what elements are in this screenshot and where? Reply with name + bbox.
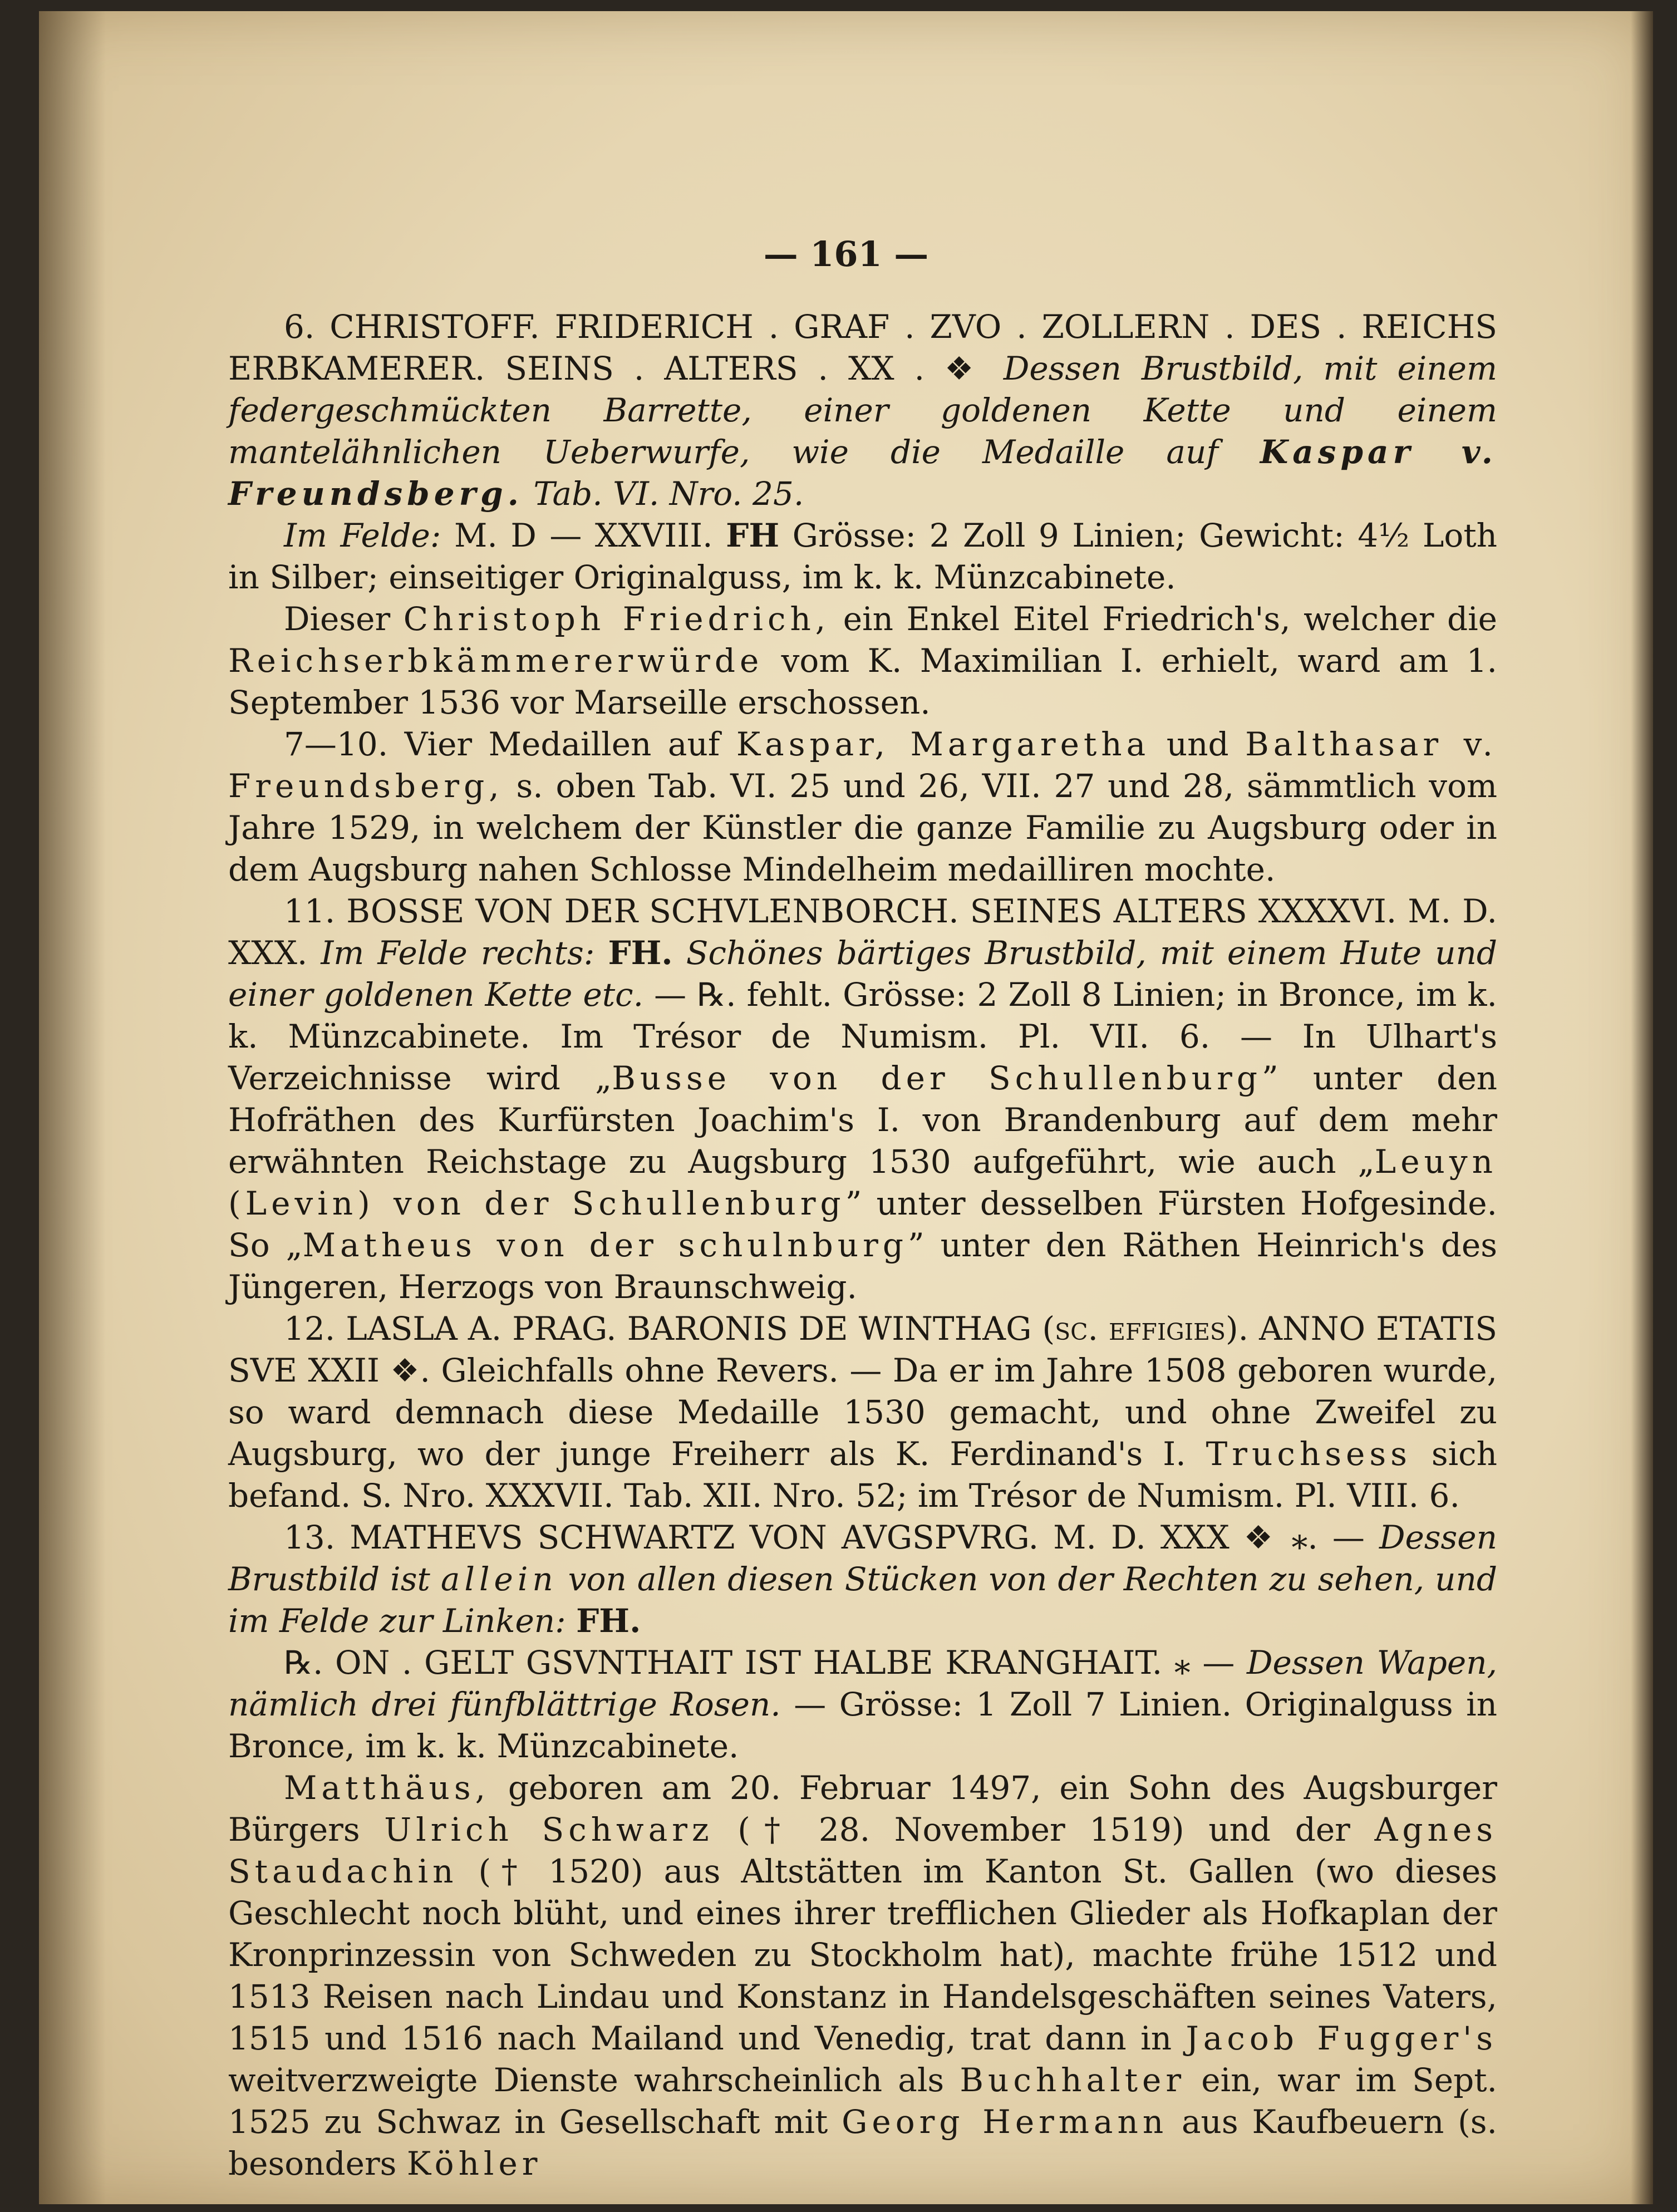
spaced-name: Christoph Friedrich, — [403, 600, 830, 638]
book-page — [39, 11, 1653, 2204]
spaced-name: Ulrich Schwarz — [384, 1811, 714, 1849]
spaced-name: Kaspar, Margaretha — [736, 725, 1150, 763]
text-run: ” unter den Räthen Heinrich's des Jüngeren, Herzogs von Braunschweig. — [228, 1226, 1498, 1306]
field-legend: M. D — XXVIII. — [454, 517, 713, 554]
text-run: ein Enkel Eitel Friedrich's, welcher die — [830, 600, 1497, 638]
text-run: Gleichfalls ohne Revers. — Da er im Jahre 1508 geboren wurde, so ward demnach diese Medaille 1530 gemacht, und ohne Zweifel zu Augsburg, wo der junge Freiherr als K. Ferdinand's I. — [228, 1351, 1498, 1473]
spaced-term: Buchhalter — [960, 2061, 1186, 2099]
spaced-name: Balthasar v. Freundsberg, — [228, 725, 1497, 805]
description-text: von allen diesen Stücken von der Rechten zu sehen, und im Felde zur Linken: — [228, 1560, 1497, 1640]
text-run: 7—10. Vier Medaillen auf — [284, 725, 736, 763]
legend-text: 13. MATHEVS SCHWARTZ VON AVGSPVRG. M. D. XXX ❖ ⁎. — — [284, 1518, 1379, 1556]
reverse-note — [228, 1642, 1497, 1767]
text-run: vom K. Maximilian I. erhielt, ward am 1. September 1536 vor Marseille erschossen. — [228, 642, 1497, 721]
spaced-name: Matheus von der schulnburg — [302, 1226, 908, 1264]
artist-monogram: FH — [726, 517, 780, 554]
field-label: Im Felde: — [284, 517, 454, 554]
page-number: — 161 — — [763, 234, 929, 274]
reference-text: Tab. VI. Nro. 25. — [523, 475, 804, 513]
legend-text: 12. LASLA A. PRAG. BARONIS DE WINTHAG (sc. effigies). ANNO ETATIS SVE XXII ❖. — [228, 1310, 1497, 1389]
legend-text: 11. BOSSE VON DER SCHVLENBORCH. SEINES ALTERS XXXXVI. M. D. XXX. — [228, 892, 1497, 972]
spaced-name: Busse von der Schullenburg — [612, 1059, 1262, 1097]
description-text: Dessen Brustbild ist — [228, 1518, 1497, 1598]
entry-6 — [228, 306, 1497, 515]
emphasis-text: allein — [440, 1560, 558, 1598]
spaced-name: Leuyn (Levin) von der Schullenburg — [228, 1143, 1497, 1222]
page-edge — [1631, 11, 1653, 2204]
text-run: († 28. November 1519) und der — [713, 1811, 1375, 1849]
text-run: geboren am 20. Februar 1497, ein Sohn des Augsburger Bürgers — [228, 1769, 1497, 1849]
text-run: weitverzweigte Dienste wahrscheinlich als — [228, 2061, 960, 2099]
field-note — [228, 515, 1497, 598]
entry-13 — [228, 1517, 1497, 1642]
entry-12 — [228, 1308, 1497, 1517]
text-run: ” unter den Hofräthen des Kurfürsten Joachim's I. von Brandenburg auf dem mehr erwähnten Reichstage zu Augsburg 1530 aufgeführt, wie auch „ — [228, 1059, 1497, 1181]
description-text: Dessen Brustbild, mit einem federgeschmückten Barrette, einer goldenen Kette und einem mantelähnlichen Ueberwurfe, wie die Medaille auf — [228, 350, 1497, 471]
spaced-name: Jacob Fugger's — [1186, 2019, 1497, 2057]
text-run: und — [1150, 725, 1246, 763]
description-text: Schönes bärtiges Brustbild, mit einem Hute und einer goldenen Kette etc. — [228, 934, 1498, 1014]
text-run: — Grösse: 1 Zoll 7 Linien. Originalguss in Bronce, im k. k. Münzcabinete. — [228, 1685, 1497, 1765]
text-run: sich befand. S. Nro. XXXVII. Tab. XII. Nro. 52; im Trésor de Numism. Pl. VIII. 6. — [228, 1435, 1498, 1515]
field-label: Im Felde rechts: — [321, 934, 608, 972]
page-body — [228, 306, 1497, 2185]
text-run: s. oben Tab. VI. 25 und 26, VII. 27 und 28, sämmtlich vom Jahre 1529, in welchem der Künstler die ganze Familie zu Augsburg oder in dem Augsburg nahen Schlosse Mindelheim medailliren mochte. — [228, 767, 1497, 888]
text-run: ein, war im Sept. 1525 zu Schwaz in Gesellschaft mit — [228, 2061, 1497, 2141]
spaced-term: Reichserbkämmererwürde — [228, 642, 764, 680]
size-text: Grösse: 2 Zoll 9 Linien; Gewicht: 4½ Loth in Silber; einseitiger Originalguss, im k. k. Münzcabinete. — [228, 517, 1497, 596]
paragraph-christoph — [228, 598, 1497, 724]
entry-11 — [228, 891, 1497, 1308]
spaced-name: Georg Hermann — [842, 2103, 1168, 2141]
text-run: († 1520) aus Altstätten im Kanton St. Gallen (wo dieses Geschlecht noch blüht, und eines ihrer trefflichen Glieder als Hofkaplan der Kronprinzessin von Schweden zu Stockholm hat), machte frühe 1512 und 1513 Reisen nach Lindau und Konstanz in Handelsgeschäften seines Vaters, 1515 und 1516 nach Mailand und Venedig, trat dann in — [228, 1852, 1497, 2057]
spaced-name: Matthäus, — [284, 1769, 490, 1807]
text-run: aus Kaufbeuern (s. besonders — [228, 2103, 1497, 2182]
spaced-name: Kaspar v. Freundsberg. — [228, 433, 1497, 513]
paragraph-matthaeus — [228, 1767, 1497, 2185]
text-run: Dieser — [284, 600, 404, 638]
artist-monogram: FH. — [608, 934, 673, 972]
spaced-name: Agnes Staudachin — [228, 1811, 1497, 1890]
page-gutter-shadow — [39, 11, 106, 2204]
legend-text: 6. CHRISTOFF. FRIDERICH . GRAF . ZVO . ZOLLERN . DES . REICHS ERBKAMERER. SEINS . ALTERS . XX . ❖ — [228, 308, 1497, 387]
artist-monogram: FH. — [576, 1602, 641, 1640]
legend-text: ℞. ON . GELT GSVNTHAIT IST HALBE KRANGHAIT. ⁎ — — [284, 1644, 1247, 1682]
spaced-name: Köhler — [406, 2145, 542, 2182]
text-run: — ℞. fehlt. Grösse: 2 Zoll 8 Linien; in Bronce, im k. k. Münzcabinete. Im Trésor de Numism. Pl. VII. 6. — In Ulhart's Verzeichnisse wird „ — [228, 976, 1497, 1097]
text-run: ” unter desselben Fürsten Hofgesinde. So „ — [228, 1184, 1497, 1264]
spaced-term: Truchsess — [1206, 1435, 1412, 1473]
description-text: Dessen Wapen, nämlich drei fünfblättrige Rosen. — [228, 1644, 1497, 1723]
entry-7-10 — [228, 724, 1497, 891]
